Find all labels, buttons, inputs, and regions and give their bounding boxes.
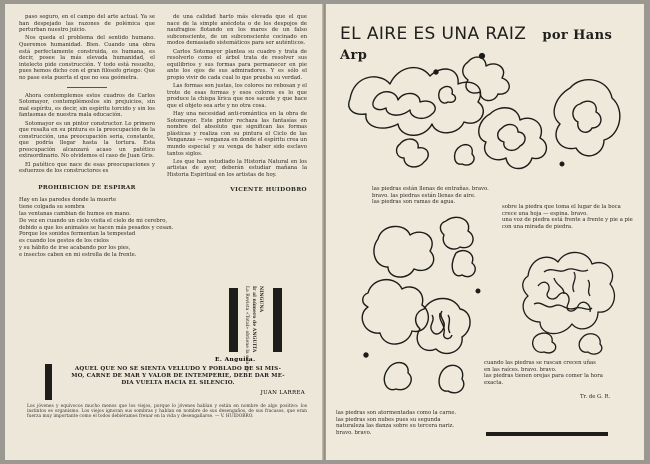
stanza xyxy=(336,410,456,436)
poem-signature: E. Anguita. xyxy=(215,357,256,363)
black-bar xyxy=(45,364,52,400)
stanza-line: las piedras tienen orejas para comer la hora xyxy=(484,373,603,380)
paragraph: Hay una necesidad anti-romántica en la obra de Sotomayor. Este pintor rechaza las fantasías en nombre del absoluto que significan las formas plásticas y realiza con su pintura el Ciclo de las Venganzas — venganza en donde el espíritu crea un mundo especial y su venga de haber sido esclavo tantos siglos. xyxy=(167,111,307,157)
vertical-note: La Revista «Total» obtiene la sala de xyxy=(244,286,249,372)
stanza-line: las piedras están llenas de entrañas. bravo. xyxy=(372,186,489,192)
poem-line: Hay en las paredes donde la muerte xyxy=(19,197,117,204)
translator-credit: Tr. de G. R. xyxy=(580,394,611,400)
quote-line: DIA VUELTA HACIA EL SILENCIO. xyxy=(121,380,235,386)
quote-signature: JUAN LARREA xyxy=(260,390,305,396)
stanza-line: las piedras son nubes pues su segunda xyxy=(336,416,441,423)
poem-line: De vez en cuando un cielo visita el cielo de mi cerebro, xyxy=(19,217,168,224)
paragraph: de una calidad harto más elevada que el que nace de la simple anécdota o de los despojos de naufragios flotando en los mares de un falso subconsciente, de un subconsciente cocinado en modos demasiado sistemáticos para ser auténticos. xyxy=(167,14,307,47)
poem-line: Porque los sonidos fermentan la tempestad xyxy=(19,231,136,238)
stanza-line: con una mirada de piedra. xyxy=(502,223,573,230)
vertical-note: NINGUNA xyxy=(258,286,263,313)
quote-line: AQUEL QUE NO SE SIENTA VELLUDO Y POBLADO DE SI MIS- xyxy=(74,366,282,372)
stanza-line: bravo. las piedras están llenas de aire. xyxy=(372,192,476,199)
poem-line: e insectos caben en mi estrella de la frente. xyxy=(19,251,137,258)
stanza xyxy=(502,204,633,230)
paragraph: Carlos Sotomayor plantea su cuadro y trata de resolverlo como el árbol trata de resolver sus equilibrios y sus formas para permanecer en pie ante los ojos de sus admiradores. Y es sólo el propio vivir de cada cual lo que prueba su verdad. xyxy=(167,48,307,81)
black-bar xyxy=(273,288,282,352)
poem-line: es cuando los gestos de los cielos xyxy=(19,238,109,245)
vertical-note: Ir al número de ANGUITA xyxy=(251,286,256,353)
quote-line: MO, CARNE DE MAR Y VALOR DE INTEMPERIE, DEBE DAR ME- xyxy=(71,373,285,379)
stanza-line: las piedras son atormentadas como la carne. xyxy=(336,410,457,416)
page-title: EL AIRE ES UNA RAIZ xyxy=(340,24,527,44)
paragraph: Nos queda el problema del sentido humano. Queremos humanidad. Bien. Cuando una obra está perfectamente construida, es humana, es decir, posee la más elevada humanidad, el intelecto pide construcción. Y todo está resuelto, pues hemos dicho con el gran filósofo griego: Que no pase esta puerta el que no sea geómetra. xyxy=(19,35,155,81)
poem-line: debido a que los animales se hacen más pesados y cesan. xyxy=(19,224,174,231)
stanza-line: bravo. bravo. xyxy=(336,429,372,436)
black-rule xyxy=(486,432,608,436)
paragraph: El patético que nace de esas preocupaciones y esfuerzos de los constructores es xyxy=(19,161,155,175)
column-right xyxy=(167,14,307,193)
column-left xyxy=(19,14,174,259)
stanza-line: cuando las piedras se rascan crecen uñas xyxy=(484,360,596,366)
poem-title: PROHIBICION DE ESPIRAR xyxy=(38,184,136,191)
quote-block xyxy=(53,366,303,387)
paragraph: Sotomayor es un pintor constructor. Lo primero que resalta en su pintura es la preocupación de la construcción, una preocupación seria, constante, que podría llegar hasta la tortura. Esta preocupación alcanzará acaso un patético extraordinario. No olvidemos el caso de Juan Gris. xyxy=(19,120,155,160)
author: por Hans Arp xyxy=(340,28,613,63)
stanza-line: crece una hoja — espina. bravo. xyxy=(502,210,588,217)
paragraph: Ahora contemplemos estos cuadros de Carlos Sotomayor, contemplémoslos sin prejuicios, sin mal espíritu, es decir, sin espíritu torcido y sin los fantasmas de nuestra mala educación. xyxy=(19,92,155,119)
stanza-line: naturaleza las danza sobre su tercera nariz. xyxy=(336,423,455,430)
footnote: Los jóvenes y equívocos mucho menos que los viejos, porque lo jóvenes hablan y están en nombre de algo positivo: los instintos es organismo. Los viejos ignoran sus sombras y hablan en nombre de sus desengaños, de sus fracasos, que eran fuerza muy importante como el todos debiéramos frenar en la vida y desengañarse. — V. HUIDOBRO. xyxy=(27,404,307,420)
poem-line: las ventanas cambian de humos en mano. xyxy=(19,211,131,218)
poem xyxy=(19,197,174,258)
stanza-line: sobre la piedra que toma el lugar de la boca xyxy=(502,204,621,210)
left-page xyxy=(5,4,323,460)
divider xyxy=(67,87,107,88)
stanza-line: en las raíces. bravo. bravo. xyxy=(484,366,557,373)
stanza-line: una voz de piedra está frente a frente y pie a pie xyxy=(502,217,633,224)
stanza-line: las piedras son ramas de agua. xyxy=(372,199,456,206)
stanza xyxy=(372,186,489,206)
arp-illustration-top xyxy=(340,44,630,184)
paragraph: paso seguro, en el campo del arte actual. Ya se han despejado las razones de polémica que perturban nuestro juicio. xyxy=(19,14,155,34)
stanza-line: exacta. xyxy=(484,379,504,386)
article-signature: VICENTE HUIDOBRO xyxy=(230,186,307,193)
arp-illustration-left xyxy=(348,209,498,409)
stanza xyxy=(484,360,603,386)
arp-illustration-right xyxy=(514,242,624,357)
poem-line: y su hábito de irse acabando por los pies, xyxy=(19,245,131,252)
right-page xyxy=(326,4,644,460)
poem-line: tiene colgada su sombra xyxy=(19,204,85,211)
paragraph: Las formas son justas, los colores no rebosan y el trote de esas formas y esos colores es lo que produce la chispa lírica que nos sacude y que hace que el objeto sea arte y no otra cosa. xyxy=(167,83,307,109)
black-bar xyxy=(229,288,238,352)
paragraph: Los que han estudiado la Historia Natural en los artistas de ayer, deberán estudiar mañana la Historia Espiritual en los artistas de hoy. xyxy=(167,158,307,179)
